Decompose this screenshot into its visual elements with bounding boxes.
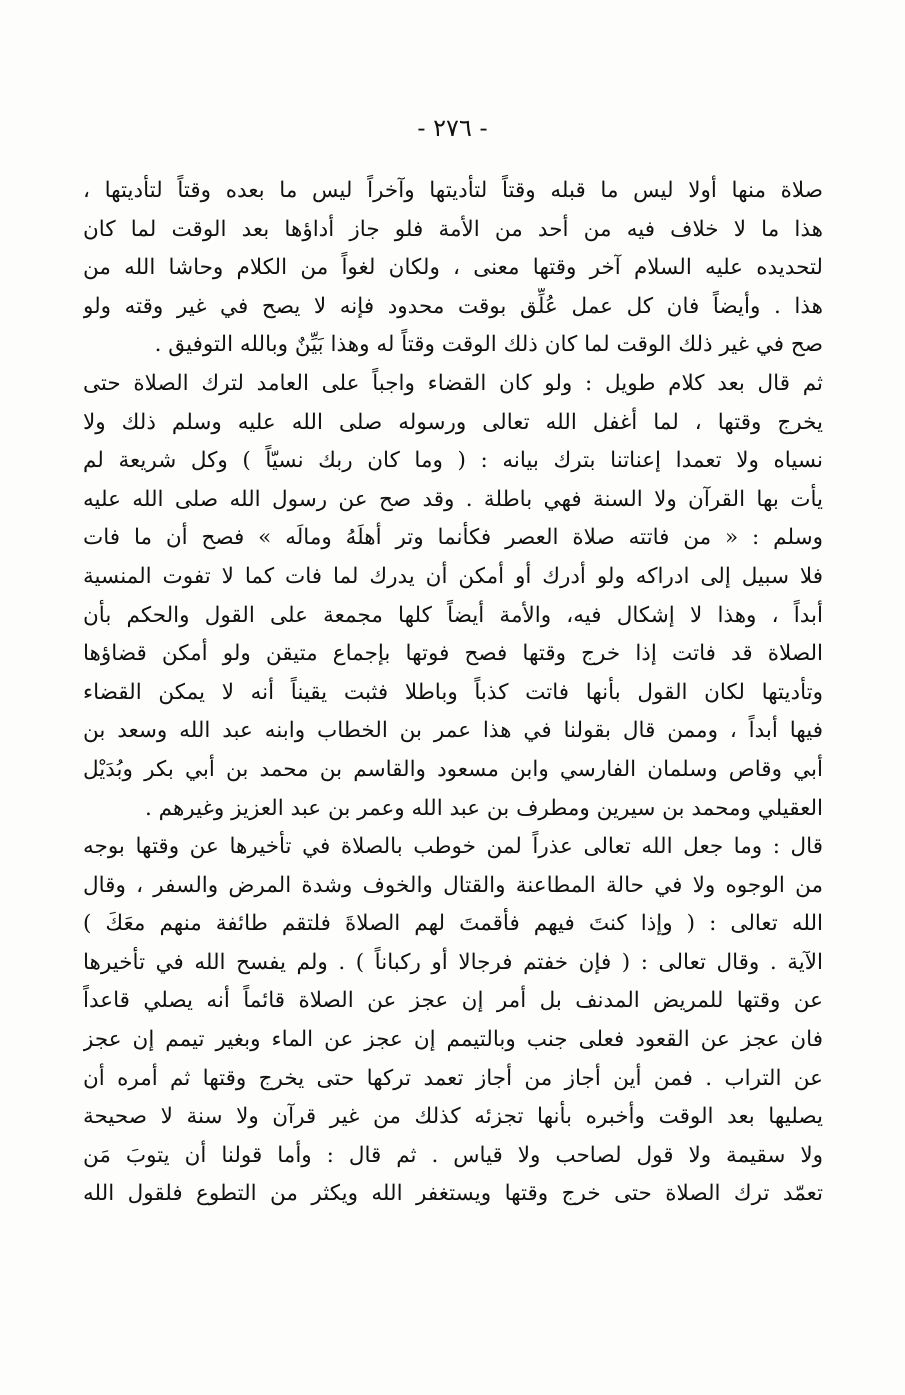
text-line: الصلاة قد فاتت إذا خرج وقتها فصح فوتها بإجماع متيقن ولو أمكن قضاؤها xyxy=(83,641,823,667)
text-line: يأت بها القرآن ولا السنة فهي باطلة . وقد صح عن رسول الله صلى الله عليه xyxy=(83,486,823,512)
text-line: عن وقتها للمريض المدنف بل أمر إن عجز عن الصلاة قائماً أنه يصلي قاعداً xyxy=(83,988,823,1014)
text-line: من الوجوه ولا في حالة المطاعنة والقتال والخوف وشدة المرض والسفر ، وقال xyxy=(83,872,823,898)
body-text xyxy=(83,172,823,1214)
text-line: نسياه ولا تعمدا إعناتنا بترك بيانه : ( وما كان ربك نسيّاً ) وكل شريعة لم xyxy=(83,448,823,474)
text-line: ثم قال بعد كلام طويل : ولو كان القضاء واجباً على العامد لترك الصلاة حتى xyxy=(83,370,823,396)
text-line: العقيلي ومحمد بن سيرين ومطرف بن عبد الله وعمر بن عبد العزيز وغيرهم . xyxy=(144,795,823,821)
text-line: وسلم : « من فاتته صلاة العصر فكأنما وتر أهلَهُ ومالَه » فصح أن ما فات xyxy=(83,525,823,551)
text-line: فيها أبداً ، وممن قال بقولنا في هذا عمر بن الخطاب وابنه عبد الله وسعد بن xyxy=(83,718,823,744)
page-number: - ٢٧٦ - xyxy=(417,114,488,142)
text-line: وتأديتها لكان القول بأنها فاتت كذباً وباطلا فثبت يقيناً أنه لا يمكن القضاء xyxy=(83,679,823,705)
text-line: هذا ما لا خلاف فيه من أحد من الأمة فلو جاز أداؤها بعد الوقت لما كان xyxy=(83,216,823,242)
text-line: يخرج وقتها ، لما أغفل الله تعالى ورسوله صلى الله عليه وسلم ذلك ولا xyxy=(83,409,823,435)
text-line: أبداً ، وهذا لا إشكال فيه، والأمة أيضاً كلها مجمعة على القول والحكم بأن xyxy=(83,602,823,628)
text-line: قال : وما جعل الله تعالى عذراً لمن خوطب بالصلاة في تأخيرها عن وقتها بوجه xyxy=(83,834,823,860)
text-line: صلاة منها أولا ليس ما قبله وقتاً لتأديتها وآخراً ليس ما بعده وقتاً لتأديتها ، xyxy=(83,178,823,203)
text-line: أبي وقاص وسلمان الفارسي وابن مسعود والقاسم بن محمد بن أبي بكر وبُدَيْل xyxy=(83,756,823,782)
text-line: صح في غير ذلك الوقت لما كان ذلك الوقت وقتاً له وهذا بَيِّنٌ وبالله التوفيق . xyxy=(154,332,823,358)
text-line: عن التراب . فمن أين أجاز من أجاز تعمد تركها حتى يخرج وقتها ثم أمره أن xyxy=(83,1065,823,1091)
text-line: الله تعالى : ( وإذا كنتَ فيهم فأقمتَ لهم الصلاةَ فلتقم طائفة منهم معَكَ ) xyxy=(83,911,823,937)
text-line: فلا سبيل إلى ادراكه ولو أدرك أو أمكن أن يدرك لما فات كما لا تفوت المنسية xyxy=(83,563,823,589)
text-line: ولا سقيمة ولا قول لصاحب ولا قياس . ثم قال : وأما قولنا أن يتوبَ مَن xyxy=(83,1142,823,1168)
text-line: هذا . وأيضاً فان كل عمل عُلِّق بوقت محدود فإنه لا يصح في غير وقته ولو xyxy=(83,293,823,319)
text-line: الآية . وقال تعالى : ( فإن خفتم فرجالا أو ركباناً ) . ولم يفسح الله في تأخيرها xyxy=(83,949,823,975)
text-line: لتحديده عليه السلام آخر وقتها معنى ، ولكان لغواً من الكلام وحاشا الله من xyxy=(83,255,823,281)
text-line: تعمّد ترك الصلاة حتى خرج وقتها ويستغفر الله ويكثر من التطوع فلقول الله xyxy=(83,1181,823,1207)
text-line: يصليها بعد الوقت وأخبره بأنها تجزئه كذلك من غير قرآن ولا سنة لا صحيحة xyxy=(83,1104,823,1130)
text-line: فان عجز عن القعود فعلى جنب وبالتيمم إن عجز عن الماء وبغير تيمم إن عجز xyxy=(83,1027,823,1053)
